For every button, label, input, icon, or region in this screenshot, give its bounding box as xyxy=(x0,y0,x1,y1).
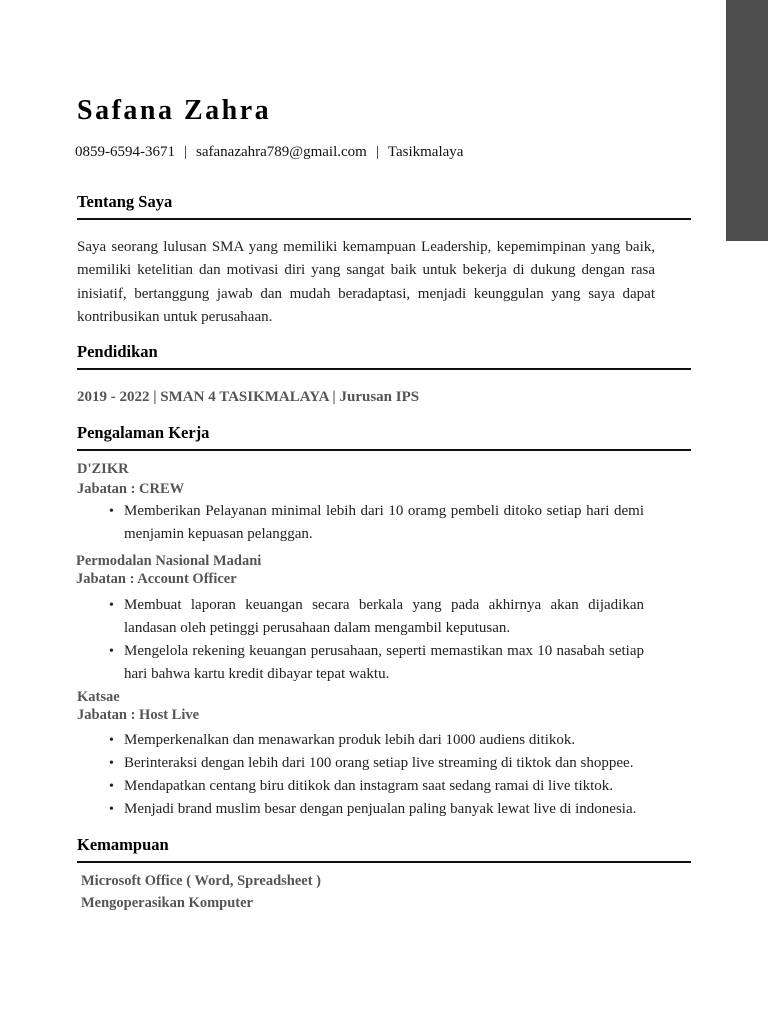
phone-number: 0859-6594-3671 xyxy=(75,144,175,160)
job-company: D'ZIKR xyxy=(77,461,129,477)
list-item xyxy=(77,500,644,546)
skills-title: Kemampuan xyxy=(77,835,691,863)
bullet-icon: • xyxy=(109,802,114,817)
candidate-name: Safana Zahra xyxy=(77,95,272,126)
job-role: Jabatan : Host Live xyxy=(77,707,200,723)
experience-title: Pengalaman Kerja xyxy=(77,423,691,451)
separator: | xyxy=(184,144,188,160)
list-item xyxy=(77,729,644,752)
job-company: Permodalan Nasional Madani xyxy=(76,553,262,569)
city: Tasikmalaya xyxy=(387,144,464,160)
skill-item: Mengoperasikan Komputer xyxy=(81,895,253,911)
experience-section xyxy=(77,423,691,451)
list-item xyxy=(77,594,644,640)
skill-item: Microsoft Office ( Word, Spreadsheet ) xyxy=(81,873,322,889)
decorative-side-bar xyxy=(726,0,768,241)
bullet-icon: • xyxy=(109,733,114,748)
list-item xyxy=(77,752,644,775)
contact-line xyxy=(75,144,463,161)
bullet-text: Memberikan Pelayanan minimal lebih dari 10 oramg pembeli ditoko setiap hari demi menjamin kepuasan pelanggan. xyxy=(124,503,644,542)
about-text: Saya seorang lulusan SMA yang memiliki kemampuan Leadership, kepemimpinan yang baik, memiliki ketelitian dan motivasi diri yang sangat baik untuk bekerja di dukung dengan rasa inisiatif, bertanggung jawab dan mudah beradaptasi, menjadi keunggulan yang saya dapat kontribusikan untuk perusahaan. xyxy=(77,239,655,325)
bullet-text: Berinteraksi dengan lebih dari 100 orang setiap live streaming di tiktok dan shoppee. xyxy=(124,755,634,771)
job-bullets xyxy=(77,729,644,821)
job-bullets xyxy=(77,594,644,686)
separator: | xyxy=(375,144,379,160)
list-item xyxy=(77,798,644,821)
bullet-text: Menjadi brand muslim besar dengan penjualan paling banyak lewat live di indonesia. xyxy=(124,801,637,817)
education-title: Pendidikan xyxy=(77,342,691,370)
bullet-icon: • xyxy=(109,779,114,794)
job-role: Jabatan : CREW xyxy=(77,481,185,497)
education-section xyxy=(77,342,691,370)
job-role: Jabatan : Account Officer xyxy=(76,571,237,587)
about-title: Tentang Saya xyxy=(77,192,691,220)
email-address: safanazahra789@gmail.com xyxy=(196,144,367,160)
list-item xyxy=(77,775,644,798)
bullet-text: Mengelola rekening keuangan perusahaan, seperti memastikan max 10 nasabah setiap hari bahwa kartu kredit dibayar tepat waktu. xyxy=(124,643,644,682)
education-entry: 2019 - 2022 | SMAN 4 TASIKMALAYA | Jurusan IPS xyxy=(77,389,420,405)
list-item xyxy=(77,640,644,686)
bullet-icon: • xyxy=(109,598,114,613)
skills-section xyxy=(77,835,691,863)
bullet-icon: • xyxy=(109,644,114,659)
job-bullets xyxy=(77,500,644,546)
bullet-icon: • xyxy=(109,504,114,519)
job-company: Katsae xyxy=(77,689,120,705)
about-section xyxy=(77,192,691,220)
bullet-text: Mendapatkan centang biru ditikok dan instagram saat sedang ramai di live tiktok. xyxy=(124,778,614,794)
bullet-text: Membuat laporan keuangan secara berkala yang pada akhirnya akan dijadikan landasan oleh petinggi perusahaan dalam mengambil keputusan. xyxy=(124,597,644,636)
bullet-text: Memperkenalkan dan menawarkan produk lebih dari 1000 audiens ditikok. xyxy=(124,732,576,748)
bullet-icon: • xyxy=(109,756,114,771)
